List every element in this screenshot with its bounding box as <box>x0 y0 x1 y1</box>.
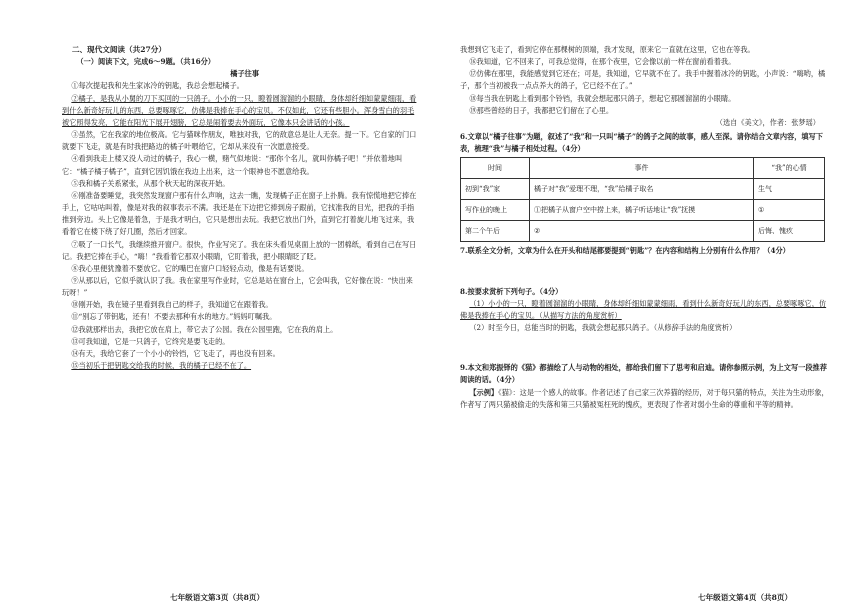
table-cell: ① <box>754 200 825 221</box>
paragraph: ④看到我走上楼又没人动过的橘子，我心一横，赌气似地说：“那你个名儿，就叫你橘子吧！”并依着地叫它：“橘子橘子橘子”，直到它因饥饿在我边上出来，这一个眼神也不愿意给我。 <box>62 154 403 176</box>
question-8: 8.按要求赏析下列句子。（4分） <box>460 286 563 296</box>
table-cell: 写作业的晚上 <box>461 200 530 221</box>
paragraph: 我想到它飞走了，看到它停在那棵树的顶端，我才发现，原来它一直就在这里，它也在等我。 <box>460 45 755 54</box>
table-cell: ①把橘子从窗户空中捞上来，橘子听话地让“我”抚摸 <box>530 200 754 221</box>
answer-table <box>460 157 825 242</box>
paragraph: ⑮当初乐于把钥匙交给我的时候，我的橘子已经不在了。 <box>71 361 252 371</box>
passage-title: 橘子往事 <box>230 69 260 79</box>
table-header-row <box>461 158 825 179</box>
paragraph: ①每次提起我和先生家冰冷的钥匙，我总会想起橘子。 <box>71 81 244 91</box>
question-8-2: （2）时至今日，总能当时的钥匙，我就会想起那只鸽子。（从修辞手法的角度赏析） <box>469 323 737 333</box>
table-cell: 初到“我”家 <box>461 179 530 200</box>
paragraph: ⑦吸了一口长气，我继续推开窗户。很快，作业写完了。我在床头看见桌面上放的一团棉纸，看到自己在写日记。我把它捧在手心，“嗨！”我看着它那双小眼睛，它盯着我，把小眼睛眨了眨。 <box>62 239 417 261</box>
paragraph: ⑭有天，我给它套了一个小小的铃铛，它飞走了，再也没有回来。 <box>71 348 280 358</box>
paragraph: ⑬可我知道，它是一只鸽子，它终究是要飞走的。 <box>71 336 230 346</box>
left-column <box>62 44 418 372</box>
table-header: 时间 <box>461 158 530 179</box>
question-9-example <box>460 387 830 411</box>
table-cell: 生气 <box>754 179 825 200</box>
paragraph: ②橘子，是我从小舅的刀下买回的一只鸽子。小小的一只，瞪着圆溜溜的小眼睛，身体却纤细如蒙蒙细雨，看到什么新奇好玩儿的东西，总要啄啄它，仿佛是我捧在手心的宝贝。不仅如此，它还有些胆小。浑身雪白的羽毛被它照得发亮，它能在阳光下展开翅膀，它总是闹着要去外面玩，它像本只会讲话的小孩。 <box>62 93 417 127</box>
question-8-1: （1）小小的一只，瞪着圆溜溜的小眼睛，身体却纤细如蒙蒙细雨，看到什么新奇好玩儿的东西，总要啄啄它，仿佛是我捧在手心的宝贝。（从描写方法的角度赏析） <box>460 298 827 320</box>
page-footer: 七年级语文第4页（共8页） <box>698 593 793 602</box>
paragraph: ③虽然，它在我家的地位极高。它与猫咪作朋友，唯独对我，它的敌意总是让人无奈。提一下。它自家的门口就要下飞走，就是有时我把路边的橘子叶喂给它，它却从来没有一次愿意接受。 <box>62 130 417 152</box>
source-citation: （选自《美文》，作者：张梦瑶） <box>715 117 820 127</box>
table-row <box>461 179 825 200</box>
table-header: “我”的心情 <box>754 158 825 179</box>
table-row <box>461 221 825 242</box>
paragraph: ⑥刚准备要睡觉，我突然发现窗户那有什么声响，这去一瞧，发现橘子正在窗子上扑腾。我有惊慌地把它捧在手上，它咕咕叫着，像是对我的叙事表示不满。我还是在下边把它捧到房子跟前，它找准我的目光，把我的手指推到旁边。头上它像是着急，于是我才明白，它只是想出去玩。我把它放出门外，直到它打着旋儿地飞过来，我看着它在楼下绕了好几圈，然后才回家。 <box>62 190 417 237</box>
right-page <box>438 0 860 609</box>
question-9: 9.本文和郑振铎的《猫》都描绘了人与动物的相处，都给我们留下了思考和启迪。请你参照示例，为上文写一段推荐阅读的话。（4分） <box>460 363 827 385</box>
table-cell: 第二个午后 <box>461 221 530 242</box>
table-cell: ② <box>530 221 754 242</box>
paragraph: ⑨从那以后，它似乎就认识了我。我在家里写作业时，它总是站在窗台上，它会叫我，它好像在说：“快出来玩呀！” <box>62 275 413 298</box>
sub-heading: （一）阅读下文，完成6～9题。（共16分） <box>76 57 215 67</box>
table-cell: 后悔、愧疚 <box>754 221 825 242</box>
paragraph: ⑪“别忘了带钥匙，还有！不要去那种有水的地方。”妈妈叮嘱我。 <box>71 312 277 322</box>
paragraph: ⑫我就那样出去，我把它放在肩上，带它去了公园。我在公园里跑，它在我的肩上。 <box>71 324 338 334</box>
page-footer: 七年级语文第3页（共8页） <box>170 593 265 602</box>
question-6: 6.文章以“橘子往事”为题，叙述了“我”和一只叫“橘子”的鸽子之间的故事，感人至深。请你结合文章内容，填写下表，梳理“我”与橘子相处过程。（4分） <box>460 132 823 154</box>
table-header: 事件 <box>530 158 754 179</box>
paragraph: ⑲那些曾经的日子，我都把它们留在了心里。 <box>469 105 614 115</box>
right-column <box>460 44 830 411</box>
paragraph: ⑱每当我在钥匙上看到那个铃铛，我就会想起那只鸽子，想起它那圆溜溜的小眼睛。 <box>469 93 736 103</box>
table-cell: 橘子对“我”爱理不理，“我”给橘子取名 <box>530 179 754 200</box>
example-text: 《猫》：这是一个感人的故事。作者记述了自己家三次养猫的经历，对于每只猫的特点，关注为生动形象，作者写了两只猫被偷走的失落和第三只猫被冤枉死的愧疚，更表现了作者对弱小生命的尊重和平等的精神。 <box>460 387 829 409</box>
question-7: 7.联系全文分析，文章为什么在开头和结尾都要提到“钥匙”？在内容和结构上分别有什么作用？（4分） <box>460 246 790 256</box>
paragraph: ⑩刚开始，我在镜子里看到我自己的样子，我知道它在跟着我。 <box>71 300 273 310</box>
paragraph: ⑧我心里便犹豫着不要放它。它的嘴巴在窗户口轻轻点动，像是有话要说。 <box>71 263 309 273</box>
section-heading: 二、现代文阅读（共27分） <box>71 45 166 54</box>
paragraph: ⑤我和橘子关系紧张，从那个秋天起的深夜开始。 <box>71 178 230 188</box>
paragraph: ⑯我知道，它不回来了，可我总觉得，在那个夜里，它会像以前一样在窗前看着我。 <box>469 57 736 67</box>
paragraph: ⑰仿佛在那里，我能感觉到它还在；可是，我知道，它早就不在了。我手中握着冰冷的钥匙，小声说：“嗨哟，橘子，那个当初被我一点点养大的鸽子，它已经不在了。” <box>460 69 826 91</box>
example-label: 【示例】 <box>469 387 499 397</box>
table-row <box>461 200 825 221</box>
